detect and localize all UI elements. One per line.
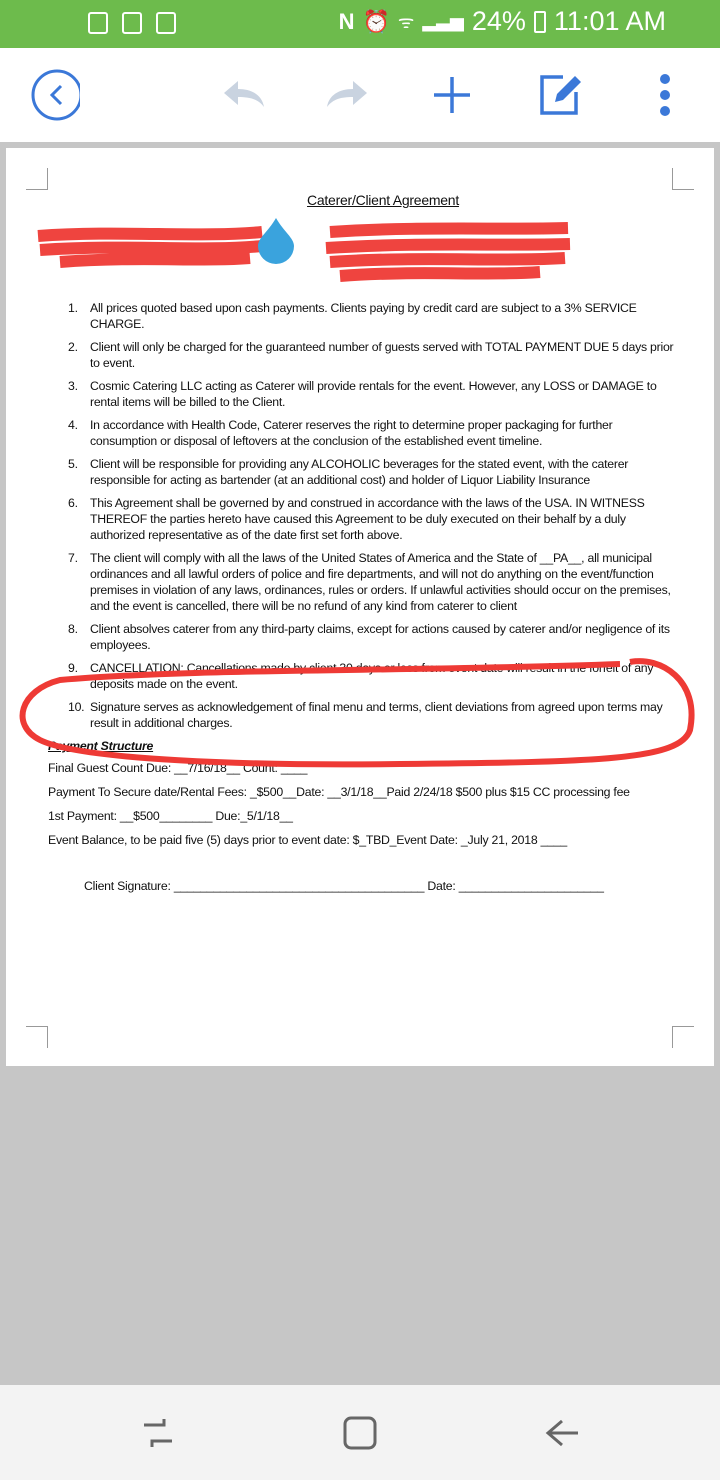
navigation-bar — [0, 1385, 720, 1480]
wifi-icon: ᯤ — [397, 11, 415, 32]
term-text: Client will be responsible for providing any ALCOHOLIC beverages for the stated event, with the caterer responsible for acting as bartender (at an additional cost) and holder of Liquor Liability Insurance — [90, 457, 629, 487]
term-text: The client will comply with all the laws of the United States of America and the State of __PA__, all municipal ordinances and all lawful orders of police and fire departments, and will not do anything on the event/function premises in violation of any laws, ordinances, rules or orders. If unlawful activities should occur on the premises, and the event is cancelled, there will be no refund of any kind from caterer to client — [90, 551, 671, 613]
term-text: Client absolves caterer from any third-party claims, except for actions caused by caterer and/or negligence of its employees. — [90, 622, 670, 652]
edit-button[interactable] — [535, 70, 585, 120]
back-button[interactable] — [30, 70, 80, 120]
notes-icon — [88, 12, 108, 34]
term-text: Signature serves as acknowledgement of final menu and terms, client deviations from agreed upon terms may result in additional charges. — [90, 700, 663, 730]
term-number: 7. — [68, 551, 78, 565]
back-icon — [30, 68, 80, 122]
term-number: 4. — [68, 418, 78, 432]
term-text: This Agreement shall be governed by and construed in accordance with the laws of the USA. IN WITNESS THEREOF the parties hereto have caused this Agreement to be duly executed on their behalf by a duly authorized representative as of the date first set forth above. — [90, 496, 645, 542]
signature-line — [48, 878, 678, 894]
battery-icon — [534, 11, 546, 33]
term-number: 2. — [68, 340, 78, 354]
term-number: 3. — [68, 379, 78, 393]
status-bar — [0, 0, 720, 48]
term-number: 1. — [68, 301, 78, 315]
edit-icon — [537, 72, 583, 118]
activity-icon — [156, 12, 176, 34]
crop-mark — [672, 1026, 694, 1048]
term-text: All prices quoted based upon cash payments. Clients paying by credit card are subject to a 3% SERVICE CHARGE. — [90, 301, 637, 331]
back-nav-icon[interactable] — [544, 1415, 580, 1451]
term-item — [48, 456, 678, 488]
term-item — [48, 339, 678, 371]
payment-line: Event Balance, to be paid five (5) days prior to event date: $_TBD_Event Date: _July 21, 2018 ____ — [48, 833, 567, 847]
term-item — [48, 621, 678, 653]
signal-icon: ▂▃▅ — [422, 11, 464, 31]
crop-mark — [26, 168, 48, 190]
home-icon[interactable] — [342, 1415, 378, 1451]
redo-icon — [323, 75, 373, 115]
undo-button[interactable] — [218, 70, 268, 120]
term-item — [48, 660, 678, 692]
nfc-icon: N — [338, 8, 355, 34]
term-item — [48, 417, 678, 449]
payment-structure — [48, 738, 678, 848]
add-icon — [432, 75, 472, 115]
term-text: Cosmic Catering LLC acting as Caterer will provide rentals for the event. However, any LOSS or DAMAGE to rental items will be billed to the Client. — [90, 379, 657, 409]
crop-mark — [26, 1026, 48, 1048]
payment-line: Payment To Secure date/Rental Fees: _$500__Date: __3/1/18__Paid 2/24/18 $500 plus $15 CC processing fee — [48, 785, 630, 799]
payment-title: Payment Structure — [48, 739, 154, 753]
term-text: CANCELLATION: Cancellations made by client 30 days or less from event date will result in the forfeit of any deposits made on the event. — [90, 661, 654, 691]
term-number: 5. — [68, 457, 78, 471]
redo-button[interactable] — [323, 70, 373, 120]
image-icon — [122, 12, 142, 34]
add-button[interactable] — [427, 70, 477, 120]
clock: 11:01 AM — [553, 6, 666, 36]
undo-icon — [218, 75, 268, 115]
document-title: Caterer/Client Agreement — [307, 192, 459, 208]
term-number: 8. — [68, 622, 78, 636]
term-item — [48, 300, 678, 332]
more-button[interactable] — [640, 70, 690, 120]
document-page[interactable] — [6, 148, 714, 1066]
term-item — [48, 699, 678, 731]
term-item — [48, 495, 678, 543]
recents-icon[interactable] — [140, 1415, 176, 1451]
battery-percent: 24% — [471, 6, 526, 36]
term-text: In accordance with Health Code, Caterer reserves the right to determine proper packaging for further consumption or disposal of leftovers at the conclusion of the established event timeline. — [90, 418, 613, 448]
term-item — [48, 550, 678, 614]
payment-line: Final Guest Count Due: __7/16/18__ Count: ____ — [48, 761, 308, 775]
term-number: 10. — [68, 700, 85, 714]
payment-line: 1st Payment: __$500________ Due:_5/1/18__ — [48, 809, 293, 823]
toolbar — [0, 48, 720, 142]
signature-date: Date: ______________________ — [427, 879, 604, 893]
term-number: 6. — [68, 496, 78, 510]
term-item — [48, 378, 678, 410]
crop-mark — [672, 168, 694, 190]
term-number: 9. — [68, 661, 78, 675]
terms-list — [48, 300, 678, 731]
more-icon — [655, 72, 675, 118]
alarm-icon: ⏰ — [362, 8, 390, 34]
client-signature: Client Signature: ______________________________________ — [84, 879, 425, 893]
term-text: Client will only be charged for the guaranteed number of guests served with TOTAL PAYMENT DUE 5 days prior to event. — [90, 340, 674, 370]
